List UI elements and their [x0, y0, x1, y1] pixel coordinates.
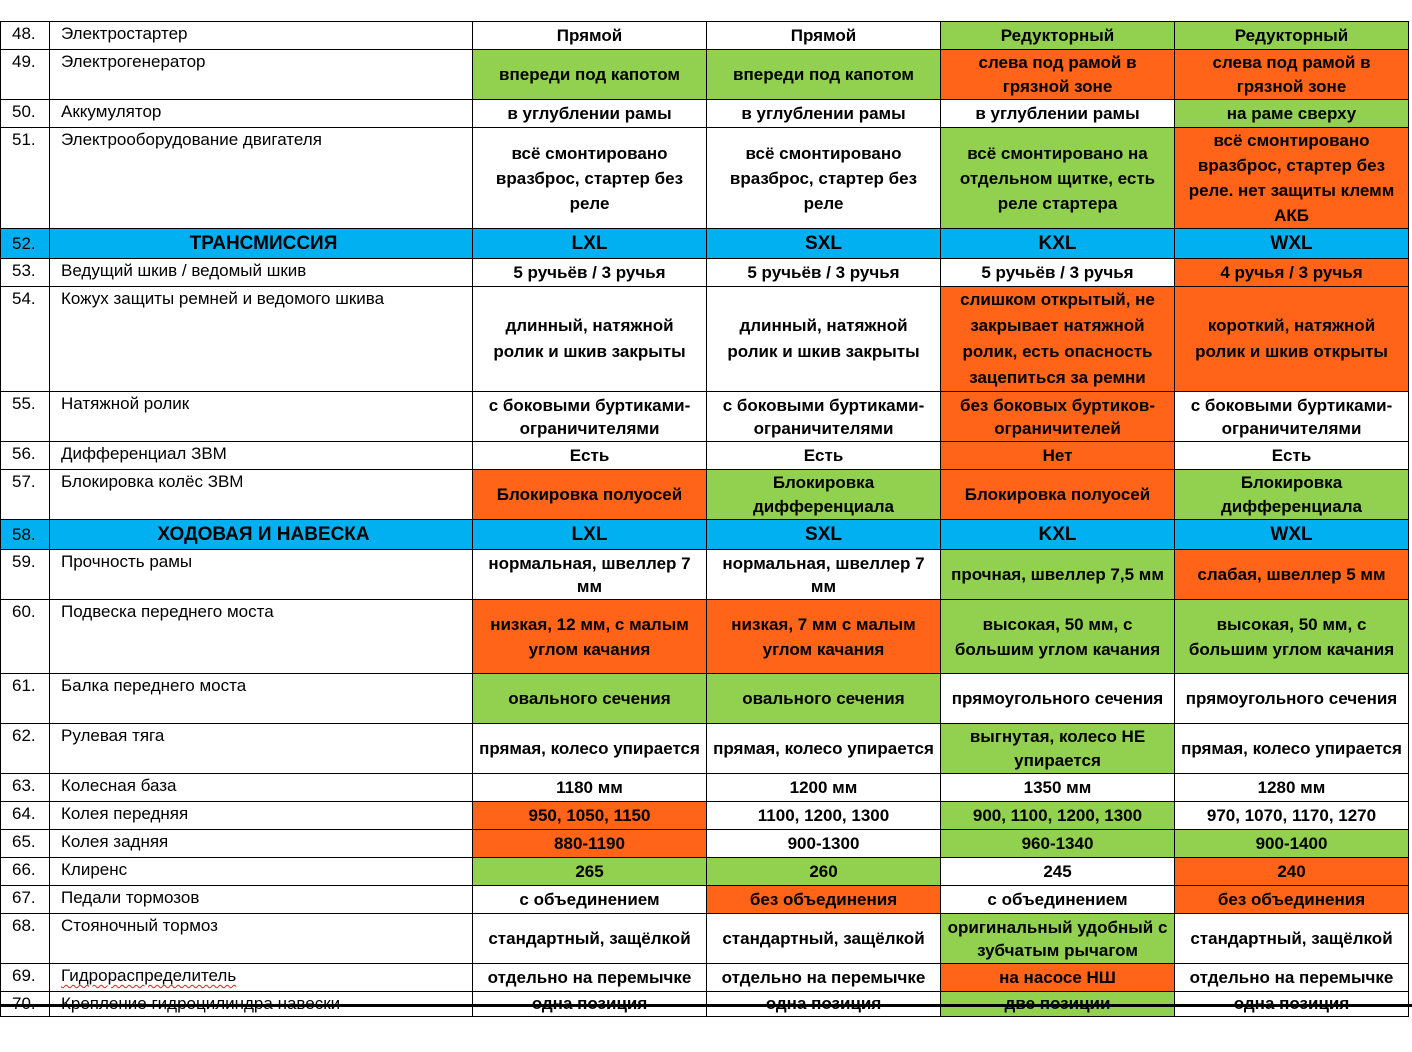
row-parameter: Ведущий шкив / ведомый шкив — [50, 259, 473, 287]
table-row — [1, 470, 1409, 520]
row-value-cell: нормальная, швеллер 7 мм — [707, 550, 941, 600]
row-value-cell: с объединением — [941, 886, 1175, 914]
row-value-cell: 265 — [473, 858, 707, 886]
table-bottom-border — [0, 1004, 1412, 1007]
row-value-cell: слишком открытый, не закрывает натяжной ролик, есть опасность зацепиться за ремни — [941, 287, 1175, 392]
row-number: 67. — [1, 886, 50, 914]
row-value-cell: овального сечения — [707, 674, 941, 724]
table-row — [1, 128, 1409, 229]
row-value-cell: 1350 мм — [941, 774, 1175, 802]
row-value-cell: 5 ручьёв / 3 ручья — [707, 259, 941, 287]
row-value-cell: 5 ручьёв / 3 ручья — [473, 259, 707, 287]
row-value-cell: прямая, колесо упирается — [707, 724, 941, 774]
row-value-cell: впереди под капотом — [707, 50, 941, 100]
table-row — [1, 550, 1409, 600]
row-value-cell: 950, 1050, 1150 — [473, 802, 707, 830]
row-value-cell: впереди под капотом — [473, 50, 707, 100]
table-row — [1, 392, 1409, 442]
row-value-cell: Нет — [941, 442, 1175, 470]
row-value-cell: стандартный, защёлкой — [1175, 914, 1409, 964]
row-parameter: Колея задняя — [50, 830, 473, 858]
row-number: 59. — [1, 550, 50, 600]
row-value-cell: Редукторный — [941, 22, 1175, 50]
table-row — [1, 100, 1409, 128]
table-row — [1, 830, 1409, 858]
row-value-cell: низкая, 7 мм с малым углом качания — [707, 600, 941, 674]
section-header-chassis — [1, 520, 1409, 550]
table-row — [1, 600, 1409, 674]
row-value-cell: прямая, колесо упирается — [1175, 724, 1409, 774]
model-header: WXL — [1175, 520, 1409, 550]
row-value-cell: высокая, 50 мм, с большим углом качания — [941, 600, 1175, 674]
row-value-cell: Редукторный — [1175, 22, 1409, 50]
row-value-cell: без боковых буртиков-ограничителей — [941, 392, 1175, 442]
comparison-table — [0, 21, 1409, 1017]
model-header: WXL — [1175, 229, 1409, 259]
row-value-cell: с боковыми буртиками-ограничителями — [1175, 392, 1409, 442]
row-value-cell: с боковыми буртиками-ограничителями — [473, 392, 707, 442]
row-value-cell: 960-1340 — [941, 830, 1175, 858]
row-value-cell: Прямой — [473, 22, 707, 50]
row-value-cell: низкая, 12 мм, с малым углом качания — [473, 600, 707, 674]
row-number: 57. — [1, 470, 50, 520]
section-header-transmission — [1, 229, 1409, 259]
row-value-cell: стандартный, защёлкой — [473, 914, 707, 964]
row-value-cell: Блокировка полуосей — [473, 470, 707, 520]
table-row — [1, 886, 1409, 914]
row-value-cell: в углублении рамы — [473, 100, 707, 128]
row-number: 55. — [1, 392, 50, 442]
row-parameter: Натяжной ролик — [50, 392, 473, 442]
row-parameter: Клиренс — [50, 858, 473, 886]
row-value-cell: длинный, натяжной ролик и шкив закрыты — [707, 287, 941, 392]
row-value-cell: Есть — [473, 442, 707, 470]
row-parameter: Подвеска переднего моста — [50, 600, 473, 674]
row-parameter: Колея передняя — [50, 802, 473, 830]
row-value-cell: прямоугольного сечения — [941, 674, 1175, 724]
row-value-cell: стандартный, защёлкой — [707, 914, 941, 964]
row-value-cell: 1200 мм — [707, 774, 941, 802]
table-row — [1, 22, 1409, 50]
row-parameter: Электрооборудование двигателя — [50, 128, 473, 229]
row-value-cell: 5 ручьёв / 3 ручья — [941, 259, 1175, 287]
model-header: LXL — [473, 520, 707, 550]
row-parameter: Электрогенератор — [50, 50, 473, 100]
row-number: 60. — [1, 600, 50, 674]
row-value-cell: отдельно на перемычке — [707, 964, 941, 992]
row-value-cell: выгнутая, колесо НЕ упирается — [941, 724, 1175, 774]
row-parameter: Балка переднего моста — [50, 674, 473, 724]
row-value-cell: прямая, колесо упирается — [473, 724, 707, 774]
row-number: 48. — [1, 22, 50, 50]
row-parameter: Гидрораспределитель — [50, 964, 473, 992]
row-value-cell: 900, 1100, 1200, 1300 — [941, 802, 1175, 830]
row-value-cell: всё смонтировано на отдельном щитке, есть реле стартера — [941, 128, 1175, 229]
row-number: 64. — [1, 802, 50, 830]
model-header: KXL — [941, 520, 1175, 550]
row-value-cell: слева под рамой в грязной зоне — [1175, 50, 1409, 100]
row-value-cell: без объединения — [1175, 886, 1409, 914]
row-value-cell: отдельно на перемычке — [473, 964, 707, 992]
row-value-cell: всё смонтировано вразброс, стартер без реле — [473, 128, 707, 229]
row-value-cell: 245 — [941, 858, 1175, 886]
row-number: 50. — [1, 100, 50, 128]
row-parameter: Прочность рамы — [50, 550, 473, 600]
row-value-cell: 1180 мм — [473, 774, 707, 802]
row-parameter: Стояночный тормоз — [50, 914, 473, 964]
row-value-cell: с боковыми буртиками-ограничителями — [707, 392, 941, 442]
table-row — [1, 858, 1409, 886]
row-value-cell: Блокировка полуосей — [941, 470, 1175, 520]
section-title: ХОДОВАЯ И НАВЕСКА — [50, 520, 473, 550]
row-value-cell: прямоугольного сечения — [1175, 674, 1409, 724]
row-number: 49. — [1, 50, 50, 100]
row-value-cell: слева под рамой в грязной зоне — [941, 50, 1175, 100]
model-header: KXL — [941, 229, 1175, 259]
table-row — [1, 50, 1409, 100]
row-value-cell: Есть — [707, 442, 941, 470]
row-value-cell: нормальная, швеллер 7 мм — [473, 550, 707, 600]
row-value-cell: длинный, натяжной ролик и шкив закрыты — [473, 287, 707, 392]
table-row — [1, 774, 1409, 802]
row-value-cell: Прямой — [707, 22, 941, 50]
row-parameter: Аккумулятор — [50, 100, 473, 128]
row-number: 65. — [1, 830, 50, 858]
section-title: ТРАНСМИССИЯ — [50, 229, 473, 259]
row-value-cell: короткий, натяжной ролик и шкив открыты — [1175, 287, 1409, 392]
row-number: 54. — [1, 287, 50, 392]
row-parameter: Блокировка колёс ЗВМ — [50, 470, 473, 520]
row-value-cell: 260 — [707, 858, 941, 886]
row-value-cell: в углублении рамы — [707, 100, 941, 128]
row-number: 61. — [1, 674, 50, 724]
table-row — [1, 724, 1409, 774]
row-value-cell: 970, 1070, 1170, 1270 — [1175, 802, 1409, 830]
table-row — [1, 287, 1409, 392]
row-value-cell: на раме сверху — [1175, 100, 1409, 128]
row-value-cell: прочная, швеллер 7,5 мм — [941, 550, 1175, 600]
row-value-cell: 880-1190 — [473, 830, 707, 858]
model-header: SXL — [707, 229, 941, 259]
row-value-cell: Блокировка дифференциала — [707, 470, 941, 520]
row-parameter: Кожух защиты ремней и ведомого шкива — [50, 287, 473, 392]
row-value-cell: оригинальный удобный с зубчатым рычагом — [941, 914, 1175, 964]
row-parameter: Электростартер — [50, 22, 473, 50]
table-row — [1, 802, 1409, 830]
table-row — [1, 442, 1409, 470]
table-row — [1, 964, 1409, 992]
row-value-cell: отдельно на перемычке — [1175, 964, 1409, 992]
row-value-cell: слабая, швеллер 5 мм — [1175, 550, 1409, 600]
row-value-cell: Есть — [1175, 442, 1409, 470]
row-value-cell: 4 ручья / 3 ручья — [1175, 259, 1409, 287]
row-value-cell: овального сечения — [473, 674, 707, 724]
section-number: 52. — [1, 229, 50, 259]
model-header: LXL — [473, 229, 707, 259]
row-number: 51. — [1, 128, 50, 229]
table-row — [1, 914, 1409, 964]
row-value-cell: 1100, 1200, 1300 — [707, 802, 941, 830]
row-value-cell: 240 — [1175, 858, 1409, 886]
row-parameter: Педали тормозов — [50, 886, 473, 914]
section-number: 58. — [1, 520, 50, 550]
row-parameter: Колесная база — [50, 774, 473, 802]
row-value-cell: 1280 мм — [1175, 774, 1409, 802]
row-value-cell: высокая, 50 мм, с большим углом качания — [1175, 600, 1409, 674]
row-value-cell: 900-1400 — [1175, 830, 1409, 858]
row-number: 62. — [1, 724, 50, 774]
row-number: 53. — [1, 259, 50, 287]
row-value-cell: в углублении рамы — [941, 100, 1175, 128]
row-parameter: Дифференциал ЗВМ — [50, 442, 473, 470]
row-number: 66. — [1, 858, 50, 886]
table-row — [1, 259, 1409, 287]
row-number: 63. — [1, 774, 50, 802]
row-value-cell: с объединением — [473, 886, 707, 914]
table-row — [1, 674, 1409, 724]
row-value-cell: всё смонтировано вразброс, стартер без реле — [707, 128, 941, 229]
row-number: 69. — [1, 964, 50, 992]
row-value-cell: на насосе НШ — [941, 964, 1175, 992]
row-value-cell: Блокировка дифференциала — [1175, 470, 1409, 520]
row-parameter: Рулевая тяга — [50, 724, 473, 774]
model-header: SXL — [707, 520, 941, 550]
row-value-cell: 900-1300 — [707, 830, 941, 858]
row-value-cell: без объединения — [707, 886, 941, 914]
row-number: 68. — [1, 914, 50, 964]
row-number: 56. — [1, 442, 50, 470]
row-value-cell: всё смонтировано вразброс, стартер без реле. нет защиты клемм АКБ — [1175, 128, 1409, 229]
